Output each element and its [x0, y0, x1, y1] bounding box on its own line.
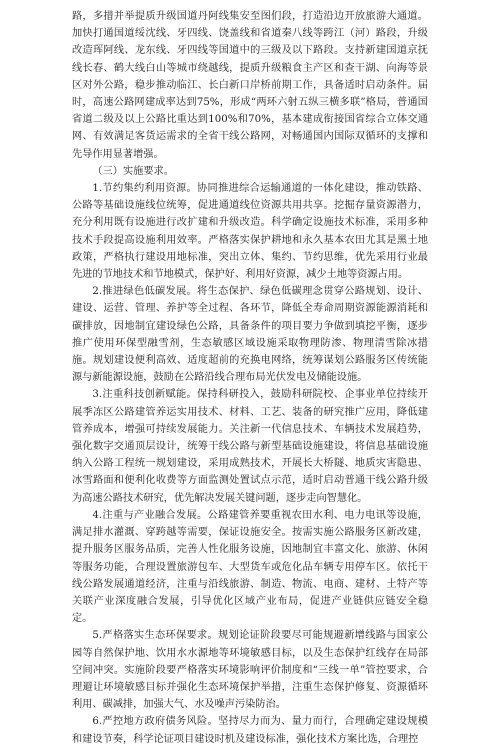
item-ecological-protection: 5.严格落实生态环保要求。规划论证阶段要尽可能规避新增线路与国家公园等自然保护地、饮用水水源地等环境敏感目标，以及生态保护红线存在局部空间冲突。实施阶段要严格落实环境影响评价制度和“三线一单”管控要求，合理避让环境敏感目标并强化生态环境保护举措，注重生态保护修复、资源循环利用、碳减排，加强大气、水及噪声污染防治。 — [72, 630, 428, 711]
intro-paragraph: 路，多措并举提质升级国道丹阿线集安至图们段，打造沿边开放旅游大通道。加快打通国道绥沈线、牙四线、饶盖线和省道秦八线等跨江（河）路段，升级改造珲阿线、龙东线、牙四线等国道中的三级及以下路段。支持新建国道京抚线长春、鹤大线白山等城市绕越线，提质升级粮食主产区和查干湖、向海等景区对外公路，稳步推动临江、长白新口岸桥前期工作，具备适时启动条件。届时，高速公路网建成率达到75%，形成“两环六射五纵三横多联”格局，普通国省道二级及以上公路比重达到100%和70%，基本建成衔接国省综合立体交通网、有效满足客货运需求的全省干线公路网，对畅通国内国际双循环的支撑和先导作用显著增强。 — [72, 11, 428, 160]
item-green-low-carbon: 2.推进绿色低碳发展。将生态保护、绿色低碳理念贯穿公路规划、设计、建设、运营、管理、养护等全过程、各环节，降低全寿命周期资源能源消耗和碳排放，因地制宜建设绿色公路，具备条件的项目要力争做到填挖平衡，逐步推广使用环保型融雪剂，生态敏感区域设施采取物理防渗、物理清雪除冰措施。规划建设便利高效、适度超前的充换电网络，统筹谋划公路服务区传统能源与新能源设施，鼓励在公路沿线合理布局光伏发电及储能设施。 — [72, 286, 428, 384]
document-page — [72, 8, 428, 745]
item-tech-innovation: 3.注重科技创新赋能。保持科研投入，鼓励科研院校、企事业单位持续开展季冻区公路建管养运实用技术、材料、工艺、装备的研究推广应用，降低建管养成本，增强可持续发展能力。关注新一代信息技术、车辆技术发展趋势，强化数字交通顶层设计，统筹干线公路与新型基础设施建设，将信息基础设施纳入公路工程统一规划建设，采用成熟技术，开展长大桥隧、地质灾害隐患、冰雪路面和便利化收费等方面监测处置试点示范，适时启动普通干线公路升级为高速公路技术研究，优先解决发展关键问题，逐步走向智慧化。 — [72, 389, 428, 504]
section-heading: （三）实施要求。 — [92, 165, 174, 177]
item-resource-conservation: 1.节约集约利用资源。协同推进综合运输通道的一体化建设，推动铁路、公路等基础设施线位统筹，促进通道线位资源共用共享。挖掘存量资源潜力，充分利用既有设施进行改扩建和升级改造。科学确定设施技术标准，采用多种技术手段提高设施利用效率。严格落实保护耕地和永久基本农田尤其是黑土地政策，严格执行建设用地标准，突出立体、集约、节约思维，优先采用行业最先进的节地技术和节地模式，保护好、利用好资源，减少土地等资源占用。 — [72, 183, 428, 281]
item-industry-integration: 4.注重与产业融合发展。公路建管养要重视农田水利、电力电讯等设施，满足排水灌溉、穿跨越等需要，保证设施安全。按需实施公路服务区新改建，提升服务区服务品质，完善人性化服务设施，因地制宜丰富文化、旅游、休闲等服务功能，合理设置旅游包车、大型货车或危化品车辆专用停车区。依托干线公路发展通道经济，注重与沿线旅游、制造、物流、电商、建材、土特产等关联产业深度融合发展，引导优化区域产业布局，促进产业链供应链安全稳定。 — [72, 509, 428, 625]
item-debt-risk-control: 6.严控地方政府债务风险。坚持尽力而为、量力而行，合理确定建设规模和建设节奏，科学论证项目建设时机及建设标准，强化技术方案比选，合理控 — [72, 716, 428, 745]
